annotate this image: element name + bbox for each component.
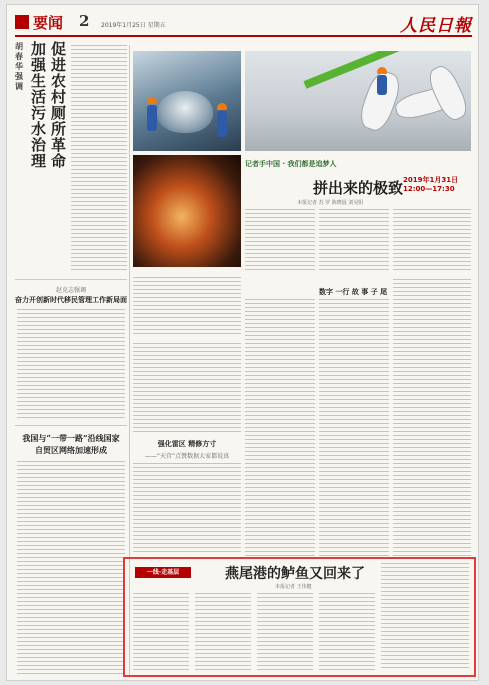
body-text	[133, 343, 241, 435]
photo-workers-lamp	[133, 51, 241, 151]
section-marker	[15, 15, 29, 29]
story-headline: ——“天宫”点赞数据大家都说真	[144, 453, 230, 460]
feature-body-text	[319, 209, 389, 273]
featured-story-title: 燕尾港的鲈鱼又回来了	[225, 566, 365, 582]
editorial-title-col1: 加强生活污水治理	[31, 40, 47, 170]
side-box-line2: 12:00—17:30	[403, 185, 455, 193]
story-kicker: 赵克志强调	[55, 287, 86, 294]
story-body-text	[17, 309, 125, 419]
body-text	[133, 277, 241, 337]
story-headline: 奋力开创新时代移民管理工作新局面	[15, 295, 127, 304]
newspaper-page	[6, 4, 479, 681]
feature-body-text	[393, 209, 471, 273]
editorial-body-text	[71, 45, 127, 273]
newspaper-logo: 人民日報	[400, 16, 472, 36]
feature-title: 拼出来的极致	[312, 179, 403, 197]
body-text	[245, 299, 315, 557]
story-headline-line1: 我国与“一带一路”沿线国家	[22, 433, 120, 443]
worker-shape	[377, 75, 387, 95]
feature-body-text	[245, 209, 315, 273]
featured-body-text	[133, 593, 189, 671]
photo-wind-turbine-blades	[245, 51, 471, 151]
masthead	[15, 11, 472, 37]
page-number: 2	[79, 12, 90, 30]
photo-molten-glow	[133, 155, 241, 267]
worker-shape	[217, 111, 227, 137]
helmet-shape	[147, 97, 157, 104]
featured-story-frame	[123, 557, 476, 677]
feature-series-label: 记者手中国 · 我们都是追梦人	[245, 160, 337, 168]
featured-body-text	[195, 593, 251, 671]
featured-body-text	[319, 593, 375, 671]
side-subhead: 数字 一行 故 事 子 尾	[319, 288, 388, 296]
lamp-shape	[157, 91, 213, 133]
body-text	[133, 463, 241, 553]
section-name: 要闻	[33, 14, 64, 32]
featured-story-byline: 本报记者 王伟健	[275, 584, 312, 590]
story-body-text	[17, 461, 125, 675]
worker-shape	[147, 105, 157, 131]
story-kicker: 强化雷区 精修方寸	[157, 439, 217, 448]
body-text	[319, 299, 389, 557]
featured-body-text	[381, 563, 469, 671]
editorial-title-col2: 促进农村厕所革命	[51, 40, 67, 170]
helmet-shape	[217, 103, 227, 110]
helmet-shape	[377, 67, 387, 74]
featured-body-text	[257, 593, 313, 671]
date-line: 2019年1月25日 星期五	[101, 22, 166, 29]
feature-byline: 本报记者 苏 罗 陈晓晨 刘昊阳	[297, 200, 364, 206]
divider	[15, 425, 127, 426]
divider	[15, 279, 127, 280]
editorial-author: 胡春华强调	[15, 41, 23, 91]
column-badge: 一线·走基层	[135, 567, 191, 578]
story-headline-line2: 自贸区网络加速形成	[35, 445, 107, 455]
body-text	[393, 279, 471, 557]
side-box-line1: 2019年1月31日	[403, 176, 459, 184]
